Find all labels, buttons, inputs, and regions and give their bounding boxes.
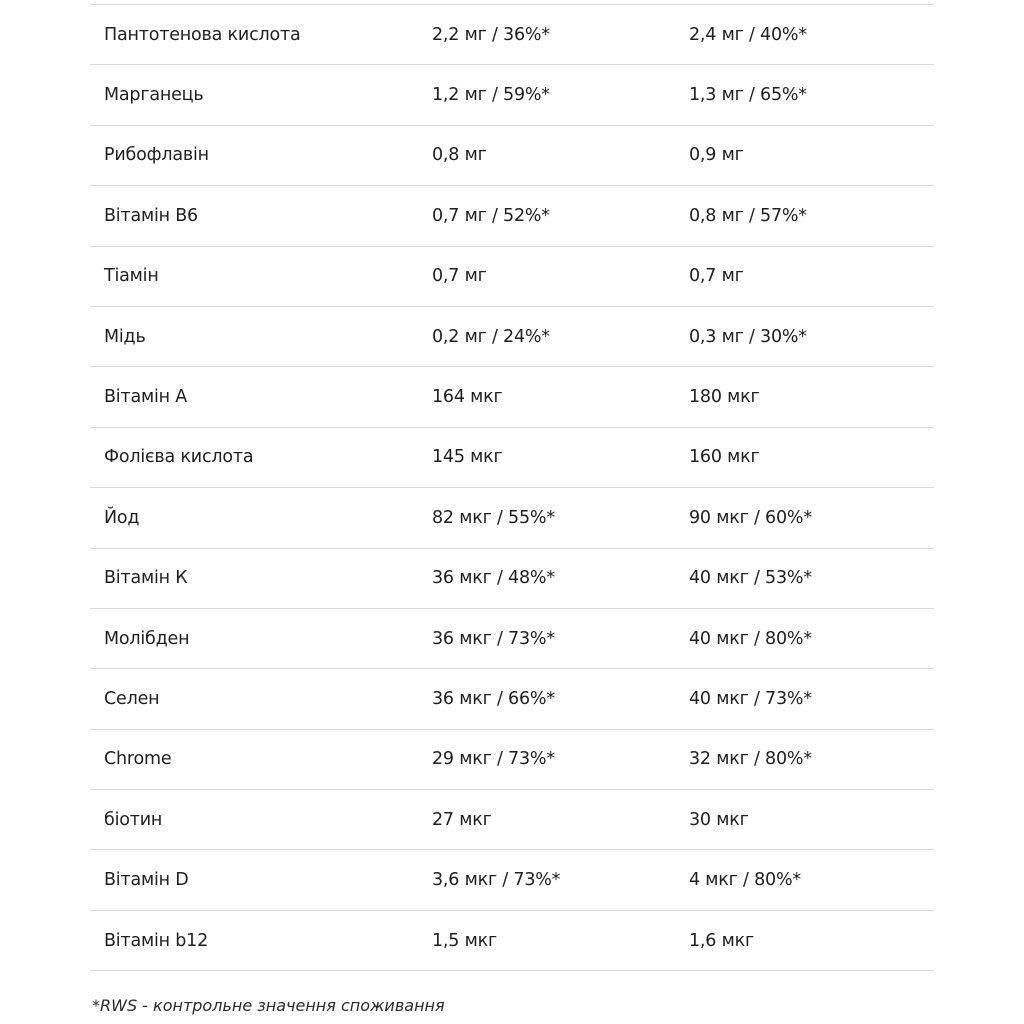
value-column-2: 1,3 мг / 65%* bbox=[689, 85, 807, 106]
table-row bbox=[90, 65, 934, 125]
nutrient-name: Рибофлавін bbox=[104, 145, 209, 166]
value-column-2: 0,9 мг bbox=[689, 145, 744, 166]
table-row bbox=[90, 428, 934, 488]
value-column-2: 2,4 мг / 40%* bbox=[689, 24, 807, 45]
table-row bbox=[90, 5, 934, 65]
table-row bbox=[90, 126, 934, 186]
nutrient-name: Вітамін b12 bbox=[104, 930, 209, 951]
table-row bbox=[90, 549, 934, 609]
table-row bbox=[90, 488, 934, 548]
value-column-2: 40 мкг / 80%* bbox=[689, 628, 812, 649]
nutrient-name: Марганець bbox=[104, 85, 204, 106]
nutrient-name: Йод bbox=[104, 507, 140, 528]
value-column-1: 145 мкг bbox=[432, 447, 503, 468]
value-column-1: 82 мкг / 55%* bbox=[432, 507, 555, 528]
table-row bbox=[90, 247, 934, 307]
value-column-1: 0,2 мг / 24%* bbox=[432, 326, 550, 347]
table-row bbox=[90, 186, 934, 246]
table-row bbox=[90, 790, 934, 850]
value-column-2: 40 мкг / 73%* bbox=[689, 688, 812, 709]
nutrient-name: Вітамін К bbox=[104, 568, 188, 589]
footnote: *RWS - контрольне значення споживання bbox=[92, 996, 445, 1015]
value-column-1: 3,6 мкг / 73%* bbox=[432, 870, 561, 891]
nutrient-name: біотин bbox=[104, 809, 163, 830]
nutrient-name: Вітамін А bbox=[104, 387, 188, 408]
table-row bbox=[90, 367, 934, 427]
value-column-1: 2,2 мг / 36%* bbox=[432, 24, 550, 45]
nutrition-table bbox=[90, 4, 934, 971]
value-column-2: 30 мкг bbox=[689, 809, 749, 830]
nutrient-name: Тіамін bbox=[104, 266, 159, 287]
value-column-2: 4 мкг / 80%* bbox=[689, 870, 801, 891]
value-column-1: 36 мкг / 73%* bbox=[432, 628, 555, 649]
nutrient-name: Вітамін D bbox=[104, 870, 189, 891]
nutrient-name: Фолієва кислота bbox=[104, 447, 254, 468]
table-row bbox=[90, 730, 934, 790]
value-column-1: 0,7 мг bbox=[432, 266, 487, 287]
value-column-1: 36 мкг / 66%* bbox=[432, 688, 555, 709]
value-column-1: 1,2 мг / 59%* bbox=[432, 85, 550, 106]
nutrient-name: Мідь bbox=[104, 326, 146, 347]
value-column-2: 40 мкг / 53%* bbox=[689, 568, 812, 589]
value-column-1: 0,7 мг / 52%* bbox=[432, 205, 550, 226]
value-column-2: 180 мкг bbox=[689, 387, 760, 408]
nutrient-name: Вітамін B6 bbox=[104, 205, 198, 226]
table-row bbox=[90, 609, 934, 669]
nutrient-name: Chrome bbox=[104, 749, 172, 770]
value-column-2: 0,7 мг bbox=[689, 266, 744, 287]
value-column-1: 29 мкг / 73%* bbox=[432, 749, 555, 770]
value-column-2: 90 мкг / 60%* bbox=[689, 507, 812, 528]
value-column-1: 164 мкг bbox=[432, 387, 503, 408]
value-column-2: 1,6 мкг bbox=[689, 930, 754, 951]
value-column-2: 0,3 мг / 30%* bbox=[689, 326, 807, 347]
nutrient-name: Пантотенова кислота bbox=[104, 24, 301, 45]
table-row bbox=[90, 669, 934, 729]
value-column-2: 32 мкг / 80%* bbox=[689, 749, 812, 770]
nutrient-name: Молібден bbox=[104, 628, 190, 649]
value-column-2: 160 мкг bbox=[689, 447, 760, 468]
table-row bbox=[90, 307, 934, 367]
table-row bbox=[90, 911, 934, 971]
value-column-1: 1,5 мкг bbox=[432, 930, 497, 951]
table-row bbox=[90, 850, 934, 910]
value-column-2: 0,8 мг / 57%* bbox=[689, 205, 807, 226]
value-column-1: 27 мкг bbox=[432, 809, 492, 830]
value-column-1: 36 мкг / 48%* bbox=[432, 568, 555, 589]
value-column-1: 0,8 мг bbox=[432, 145, 487, 166]
nutrient-name: Селен bbox=[104, 688, 160, 709]
